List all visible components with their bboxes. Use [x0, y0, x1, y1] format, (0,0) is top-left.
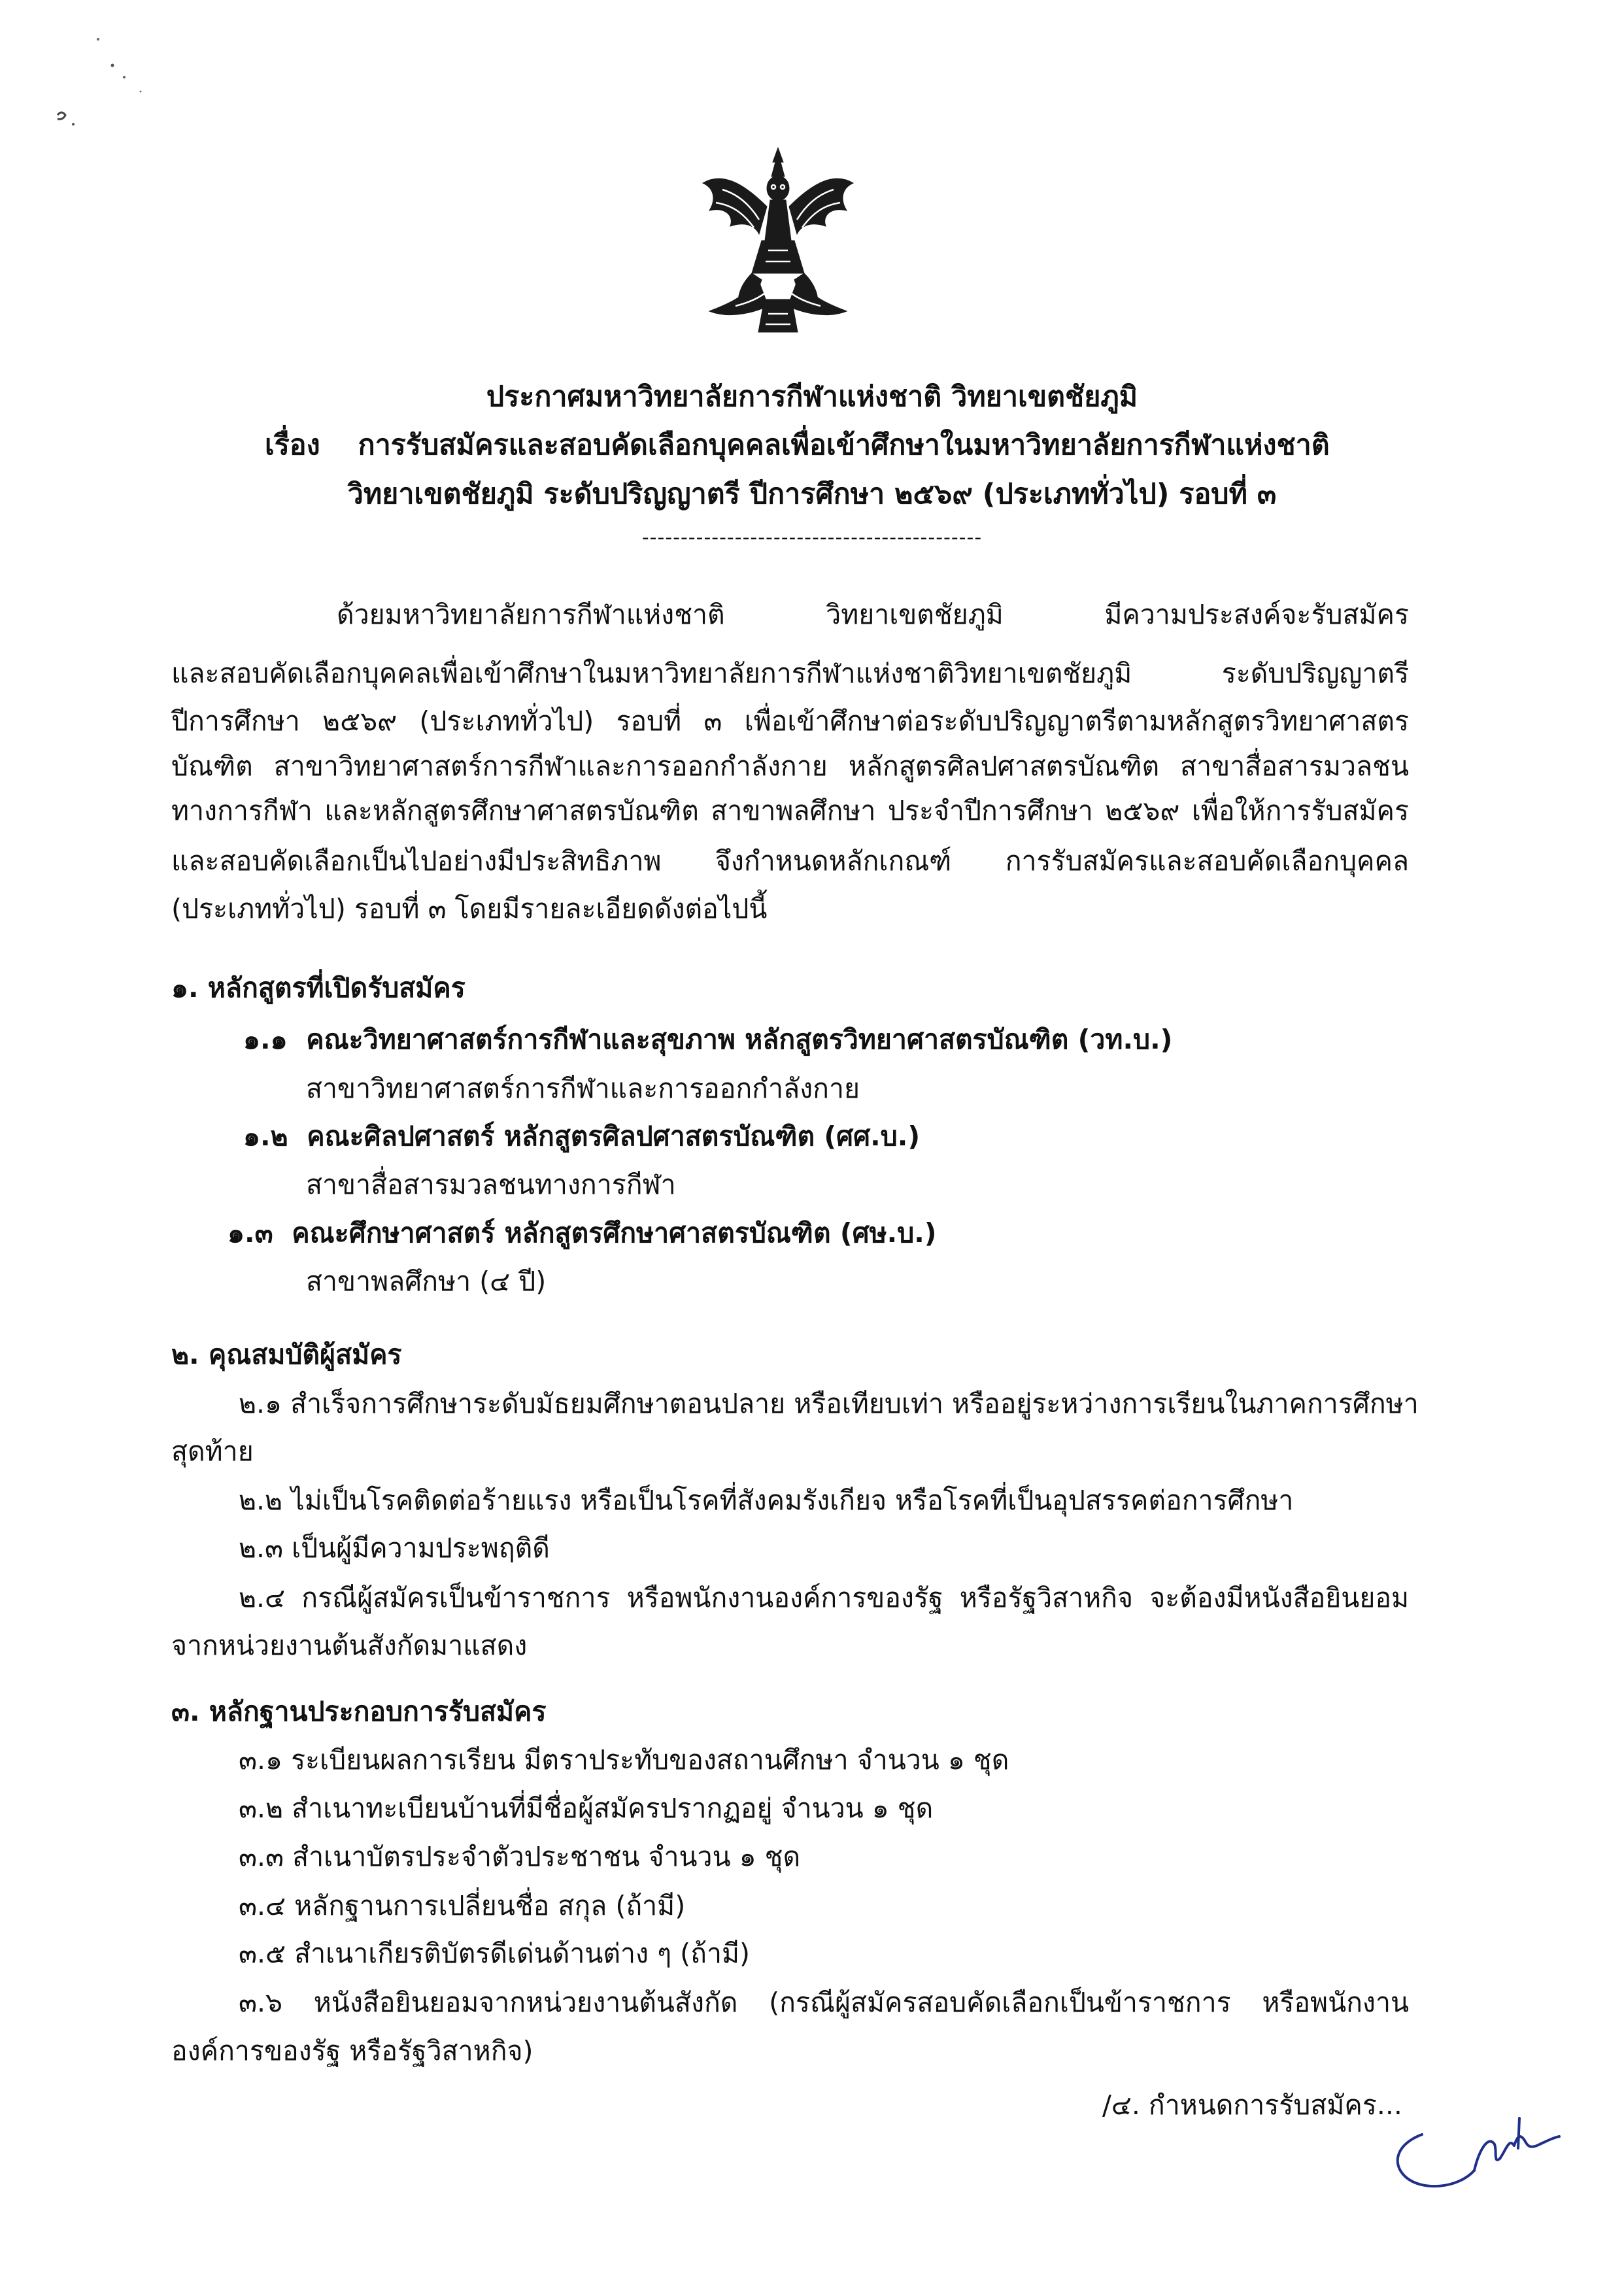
section1-heading: ๑. หลักสูตรที่เปิดรับสมัคร — [171, 972, 465, 1004]
program-item-faculty-text: คณะศิลปศาสตร์ หลักสูตรศิลปศาสตรบัณฑิต (ศศ.บ.) — [307, 1121, 921, 1152]
qualification-item: ๒.๔ กรณีผู้สมัครเป็นข้าราชการ หรือพนักงานองค์การของรัฐ หรือรัฐวิสาหกิจ จะต้องมีหนังสือยินยอม — [239, 1582, 1409, 1613]
intro-line: (ประเภททั่วไป) รอบที่ ๓ โดยมีรายละเอียดดังต่อไปนี้ — [171, 893, 768, 924]
qualification-item: ๒.๒ ไม่เป็นโรคติดต่อร้ายแรง หรือเป็นโรคที่สังคมรังเกียจ หรือโรคที่เป็นอุปสรรคต่อการศึกษา — [239, 1485, 1294, 1516]
subject-text: การรับสมัครและสอบคัดเลือกบุคคลเพื่อเข้าศึกษาในมหาวิทยาลัยการกีฬาแห่งชาติ — [358, 429, 1330, 462]
program-item-major: สาขาพลศึกษา (๔ ปี) — [306, 1266, 547, 1297]
section2-heading: ๒. คุณสมบัติผู้สมัคร — [171, 1339, 402, 1370]
section3-heading: ๓. หลักฐานประกอบการรับสมัคร — [171, 1696, 547, 1727]
announcement-title-line3: วิทยาเขตชัยภูมิ ระดับปริญญาตรี ปีการศึกษา ๒๕๖๙ (ประเภททั่วไป) รอบที่ ๓ — [347, 478, 1277, 511]
document-item: ๓.๕ สำเนาเกียรติบัตรดีเด่นด้านต่าง ๆ (ถ้ามี) — [239, 1938, 751, 1969]
document-item-cont: องค์การของรัฐ หรือรัฐวิสาหกิจ) — [171, 2035, 533, 2066]
handwritten-signature — [1360, 2072, 1563, 2193]
qualification-item-cont: สุดท้าย — [171, 1436, 254, 1467]
program-item-faculty — [243, 1123, 920, 1150]
document-item: ๓.๖ หนังสือยินยอมจากหน่วยงานต้นสังกัด (กรณีผู้สมัครสอบคัดเลือกเป็นข้าราชการ หรือพนักงาน — [239, 1987, 1409, 2018]
announcement-subject-line — [265, 431, 1330, 460]
document-item: ๓.๑ ระเบียนผลการเรียน มีตราประทับของสถานศึกษา จำนวน ๑ ชุด — [239, 1744, 1009, 1776]
garuda-emblem-icon — [696, 143, 860, 335]
intro-line: ด้วยมหาวิทยาลัยการกีฬาแห่งชาติ วิทยาเขตชัยภูมิ มีความประสงค์จะรับสมัคร — [337, 599, 1409, 630]
announcement-title-line1: ประกาศมหาวิทยาลัยการกีฬาแห่งชาติ วิทยาเขตชัยภูมิ — [486, 380, 1138, 413]
program-item-number: ๑.๒ — [243, 1121, 288, 1152]
page-continuation: /๔. กำหนดการรับสมัคร... — [1102, 2089, 1402, 2121]
intro-line: ทางการกีฬา และหลักสูตรศึกษาศาสตรบัณฑิต สาขาพลศึกษา ประจำปีการศึกษา ๒๕๖๙ เพื่อให้การรับสมัคร — [171, 795, 1409, 826]
program-item-major: สาขาวิทยาศาสตร์การกีฬาและการออกกำลังกาย — [306, 1073, 860, 1104]
document-item: ๓.๔ หลักฐานการเปลี่ยนชื่อ สกุล (ถ้ามี) — [239, 1890, 686, 1921]
intro-line: ปีการศึกษา ๒๕๖๙ (ประเภททั่วไป) รอบที่ ๓ เพื่อเข้าศึกษาต่อระดับปริญญาตรีตามหลักสูตรวิทยาศาสตร — [171, 705, 1409, 737]
scan-specks — [0, 0, 170, 150]
qualification-item: ๒.๓ เป็นผู้มีความประพฤติดี — [239, 1532, 550, 1564]
program-item-faculty-text: คณะวิทยาศาสตร์การกีฬาและสุขภาพ หลักสูตรวิทยาศาสตรบัณฑิต (วท.บ.) — [306, 1024, 1173, 1055]
program-item-faculty-text: คณะศึกษาศาสตร์ หลักสูตรศึกษาศาสตรบัณฑิต (ศษ.บ.) — [292, 1217, 937, 1249]
qualification-item: ๒.๑ สำเร็จการศึกษาระดับมัธยมศึกษาตอนปลาย หรือเทียบเท่า หรืออยู่ระหว่างการเรียนในภาคการศึกษา — [239, 1388, 1419, 1419]
subject-label: เรื่อง — [265, 429, 320, 462]
header-separator: -------------------------------------------- — [641, 526, 983, 549]
program-item-major: สาขาสื่อสารมวลชนทางการกีฬา — [306, 1169, 676, 1200]
document-item: ๓.๓ สำเนาบัตรประจำตัวประชาชน จำนวน ๑ ชุด — [239, 1841, 801, 1872]
program-item-faculty — [243, 1026, 1172, 1053]
intro-line: บัณฑิต สาขาวิทยาศาสตร์การกีฬาและการออกกำลังกาย หลักสูตรศิลปศาสตรบัณฑิต สาขาสื่อสารมวลชน — [171, 751, 1409, 782]
program-item-number: ๑.๓ — [228, 1217, 273, 1249]
qualification-item-cont: จากหน่วยงานต้นสังกัดมาแสดง — [171, 1630, 528, 1661]
document-item: ๓.๒ สำเนาทะเบียนบ้านที่มีชื่อผู้สมัครปรากฏอยู่ จำนวน ๑ ชุด — [239, 1793, 934, 1824]
intro-line: และสอบคัดเลือกบุคคลเพื่อเข้าศึกษาในมหาวิทยาลัยการกีฬาแห่งชาติวิทยาเขตชัยภูมิ ระดับปริญญาตรี — [171, 658, 1409, 689]
program-item-number: ๑.๑ — [243, 1024, 288, 1055]
program-item-faculty — [228, 1217, 937, 1249]
intro-line: และสอบคัดเลือกเป็นไปอย่างมีประสิทธิภาพ จึงกำหนดหลักเกณฑ์ การรับสมัครและสอบคัดเลือกบุคคล — [171, 845, 1409, 877]
